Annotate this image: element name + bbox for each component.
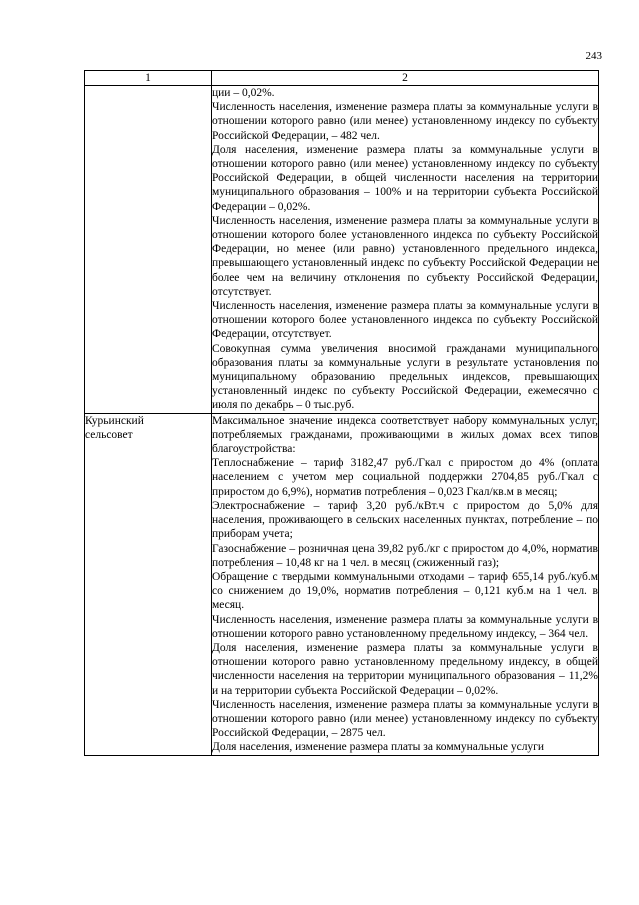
paragraph: Численность населения, изменение размера платы за коммунальные услуги в отношении которого равно (или менее) установленному индексу по субъекту Российской Федерации, – 482 чел.	[212, 101, 598, 142]
table-row	[85, 413, 599, 755]
municipality-name-line: сельсовет	[85, 428, 133, 441]
paragraph: Теплоснабжение – тариф 3182,47 руб./Гкал с приростом до 4% (оплата населением с учетом мер социальной поддержки 2704,85 руб./Гкал с приростом до 6,9%), норматив потребления – 0,023 Гкал/кв.м в месяц;	[212, 457, 598, 498]
municipality-cell	[85, 86, 212, 414]
content-cell	[212, 86, 599, 414]
column-header-2: 2	[212, 71, 599, 86]
page-number: 243	[585, 50, 602, 62]
paragraph: Доля населения, изменение размера платы за коммунальные услуги в отношении которого равно установленному предельному индексу, в общей численности населения на территории муниципального образования – 11,2% и на территории субъекта Российской Федерации – 0,02%.	[212, 641, 598, 697]
paragraph: Максимальное значение индекса соответствует набору коммунальных услуг, потребляемых гражданами, проживающими в жилых домах всех типов благоустройства:	[212, 414, 598, 456]
paragraph: Численность населения, изменение размера платы за коммунальные услуги в отношении которого более установленного индекса по субъекту Российской Федерации, отсутствует.	[212, 300, 598, 341]
content-cell	[212, 413, 599, 755]
paragraph: Совокупная сумма увеличения вносимой гражданами муниципального образования платы за коммунальные услуги в результате установления по муниципальному образованию предельных индексов, превышающих установленный индекс по субъекту Российской Федерации, ежемесячно с июля по декабрь – 0 тыс.руб.	[212, 342, 598, 412]
data-table	[84, 70, 599, 756]
paragraph: Электроснабжение – тариф 3,20 руб./кВт.ч с приростом до 5,0% для населения, проживающего в сельских населенных пунктах, потребление – по приборам учета;	[212, 499, 598, 541]
column-header-1: 1	[85, 71, 212, 86]
paragraph: Доля населения, изменение размера платы за коммунальные услуги	[212, 741, 545, 754]
paragraph: Численность населения, изменение размера платы за коммунальные услуги в отношении которого равно установленному предельному индексу, – 364 чел.	[212, 613, 598, 640]
paragraph: Численность населения, изменение размера платы за коммунальные услуги в отношении которого равно (или менее) установленному индексу по субъекту Российской Федерации, – 2875 чел.	[212, 698, 598, 740]
paragraph: Обращение с твердыми коммунальными отходами – тариф 655,14 руб./куб.м со снижением до 19,0%, норматив потребления – 0,121 куб.м на 1 чел. в месяц.	[212, 570, 598, 612]
paragraph: Газоснабжение – розничная цена 39,82 руб./кг с приростом до 4,0%, норматив потребления – 10,48 кг на 1 чел. в месяц (сжиженный газ);	[212, 542, 598, 569]
paragraph: Доля населения, изменение размера платы за коммунальные услуги в отношении которого равно (или менее) установленному индексу по субъекту Российской Федерации, в общей численности населения на территории муниципального образования – 100% и на территории субъекта Российской Федерации – 0,02%.	[212, 143, 598, 213]
table-header-row	[85, 71, 599, 86]
paragraph: ции – 0,02%.	[212, 87, 275, 99]
paragraph: Численность населения, изменение размера платы за коммунальные услуги в отношении которого более установленного индекса по субъекту Российской Федерации, но менее (или равно) установленного предельного индекса, превышающего установленный индекс по субъекту Российской Федерации не более чем на величину отклонения по субъекту Российской Федерации, отсутствует.	[212, 214, 598, 298]
municipality-name-line: Курьинский	[85, 414, 144, 427]
table-row	[85, 86, 599, 414]
municipality-cell	[85, 413, 212, 755]
